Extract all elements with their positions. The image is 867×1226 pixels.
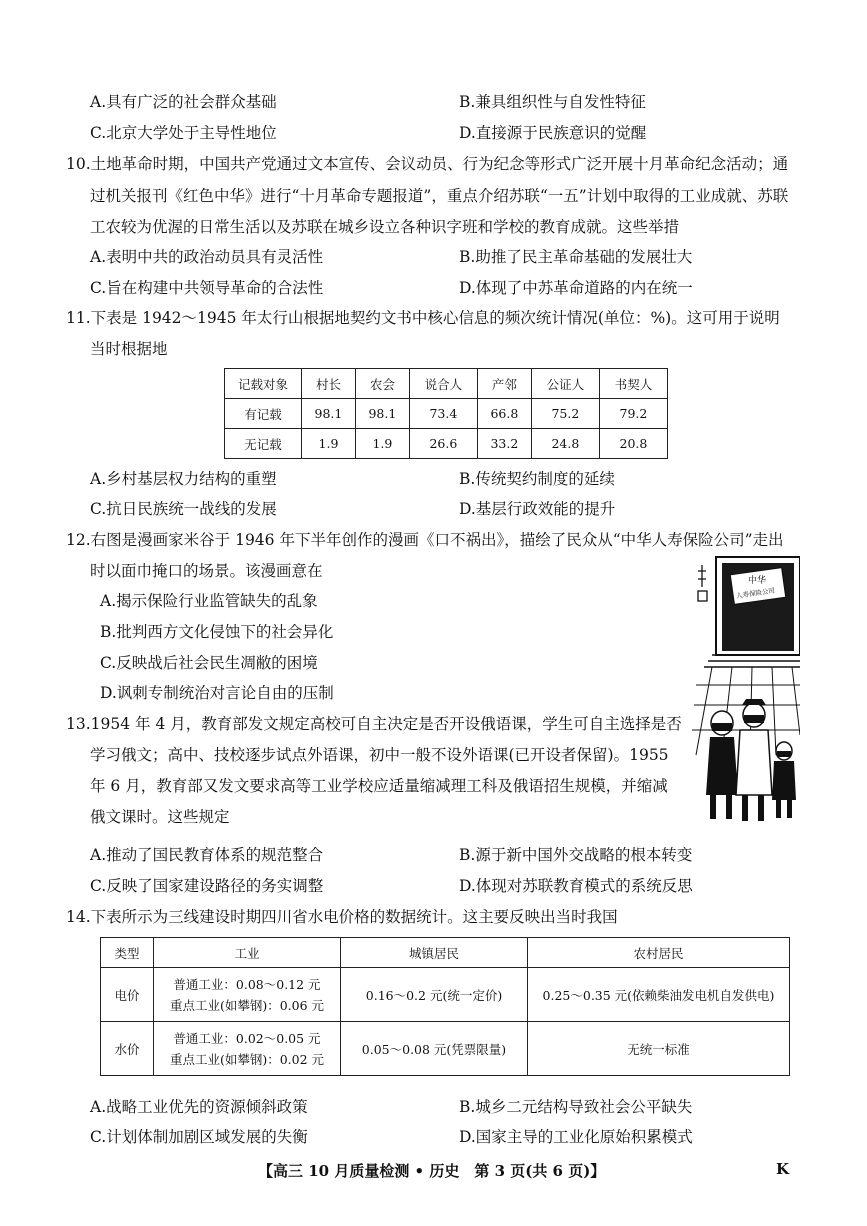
q11-line-1: 11.下表是 1942～1945 年太行山根据地契约文书中核心信息的频次统计情况(单位：%)。这可用于说明	[66, 309, 780, 327]
q10-option-d: D.体现了中苏革命道路的内在统一	[459, 279, 693, 297]
q9-option-d: D.直接源于民族意识的觉醒	[459, 124, 647, 142]
q12-line-1: 12.右图是漫画家米谷于 1946 年下半年创作的漫画《口不祸出》，描绘了民众从“中华人寿保险公司”走出	[66, 531, 784, 549]
q10-option-b: B.助推了民主革命基础的发展壮大	[459, 248, 693, 266]
svg-text:人寿保险公司: 人寿保险公司	[735, 586, 776, 601]
table-cell: 20.8	[599, 429, 667, 459]
table-cell: 村长	[302, 369, 356, 399]
q11-table	[224, 368, 668, 459]
q13-line-3: 年 6 月，教育部又发文要求高等工业学校应适量缩减理工科及俄语招生规模，并缩减	[90, 777, 668, 795]
table-cell: 无统一标准	[528, 1022, 790, 1076]
q9-option-b: B.兼具组织性与自发性特征	[459, 93, 646, 111]
q11-option-b: B.传统契约制度的延续	[459, 470, 615, 488]
table-cell: 水价	[101, 1022, 154, 1076]
table-cell: 0.25～0.35 元(依赖柴油发电机自发供电)	[528, 968, 790, 1022]
table-cell: 0.16～0.2 元(统一定价)	[341, 968, 528, 1022]
table-cell: 书契人	[599, 369, 667, 399]
table-row	[101, 968, 790, 1022]
table-header-row	[101, 938, 790, 968]
table-cell: 73.4	[409, 399, 477, 429]
q10-line-2: 过机关报刊《红色中华》进行“十月革命专题报道”，重点介绍苏联“一五”计划中取得的工业成就、苏联	[90, 187, 789, 205]
table-cell: 工业	[154, 938, 341, 968]
table-row	[225, 429, 668, 459]
q11-option-c: C.抗日民族统一战线的发展	[90, 500, 277, 518]
q13-line-4: 俄文课时。这些规定	[90, 808, 230, 826]
q11-option-a: A.乡村基层权力结构的重塑	[90, 470, 277, 488]
table-cell: 农村居民	[528, 938, 790, 968]
q12-option-a: A.揭示保险行业监管缺失的乱象	[100, 592, 318, 610]
table-cell: 有记载	[225, 399, 302, 429]
table-row	[101, 1022, 790, 1076]
table-cell: 79.2	[599, 399, 667, 429]
svg-text:中华: 中华	[748, 576, 767, 586]
page-footer: 【高三 10 月质量检测 • 历史 第 3 页(共 6 页)】	[258, 1162, 606, 1180]
q10-line-1: 10.土地革命时期，中国共产党通过文本宣传、会议动员、行为纪念等形式广泛开展十月革命纪念活动；通	[66, 155, 789, 173]
table-cell: 说合人	[409, 369, 477, 399]
table-cell: 0.05～0.08 元(凭票限量)	[341, 1022, 528, 1076]
q13-line-2: 学习俄文；高中、技校逐步试点外语课，初中一般不设外语课(已开设者保留)。1955	[90, 746, 669, 764]
table-cell	[154, 968, 341, 1022]
table-cell: 类型	[101, 938, 154, 968]
table-cell: 66.8	[477, 399, 531, 429]
q13-option-b: B.源于新中国外交战略的根本转变	[459, 846, 693, 864]
table-cell: 26.6	[409, 429, 477, 459]
table-cell: 1.9	[355, 429, 409, 459]
table-cell	[154, 1022, 341, 1076]
q12-line-2: 时以面巾掩口的场景。该漫画意在	[90, 562, 323, 580]
q13-option-a: A.推动了国民教育体系的规范整合	[90, 846, 324, 864]
table-cell: 电价	[101, 968, 154, 1022]
table-cell: 75.2	[531, 399, 599, 429]
q10-option-a: A.表明中共的政治动员具有灵活性	[90, 248, 324, 266]
q9-option-a: A.具有广泛的社会群众基础	[90, 93, 277, 111]
q14-table	[100, 937, 790, 1076]
q13-option-c: C.反映了国家建设路径的务实调整	[90, 877, 324, 895]
cell-line: 普通工业：0.02～0.05 元	[173, 1030, 321, 1046]
table-cell: 记载对象	[225, 369, 302, 399]
table-cell: 24.8	[531, 429, 599, 459]
q14-option-a: A.战略工业优先的资源倾斜政策	[90, 1098, 308, 1116]
q14-line-1: 14.下表所示为三线建设时期四川省水电价格的数据统计。这主要反映出当时我国	[66, 908, 618, 926]
paper-code: K	[776, 1160, 790, 1178]
q14-option-d: D.国家主导的工业化原始积累模式	[459, 1128, 693, 1146]
cell-line: 重点工业(如攀钢)：0.02 元	[169, 1051, 325, 1067]
table-cell: 无记载	[225, 429, 302, 459]
table-cell: 98.1	[302, 399, 356, 429]
table-cell: 农会	[355, 369, 409, 399]
table-cell: 98.1	[355, 399, 409, 429]
q10-option-c: C.旨在构建中共领导革命的合法性	[90, 279, 324, 297]
table-cell: 产邻	[477, 369, 531, 399]
table-cell: 城镇居民	[341, 938, 528, 968]
q11-line-2: 当时根据地	[90, 340, 168, 358]
table-cell: 1.9	[302, 429, 356, 459]
cell-line: 重点工业(如攀钢)：0.06 元	[169, 997, 325, 1013]
q12-option-b: B.批判西方文化侵蚀下的社会异化	[100, 623, 334, 641]
cartoon-image	[692, 555, 800, 825]
q14-option-c: C.计划体制加剧区域发展的失衡	[90, 1128, 308, 1146]
q10-line-3: 工农较为优渥的日常生活以及苏联在城乡设立各种识字班和学校的教育成就。这些举措	[90, 218, 680, 236]
table-cell: 33.2	[477, 429, 531, 459]
q14-option-b: B.城乡二元结构导致社会公平缺失	[459, 1098, 693, 1116]
q12-option-c: C.反映战后社会民生凋敝的困境	[100, 654, 318, 672]
q9-option-c: C.北京大学处于主导性地位	[90, 124, 277, 142]
q13-option-d: D.体现对苏联教育模式的系统反思	[459, 877, 693, 895]
table-header-row	[225, 369, 668, 399]
q11-option-d: D.基层行政效能的提升	[459, 500, 616, 518]
cell-line: 普通工业：0.08～0.12 元	[173, 976, 321, 992]
q12-option-d: D.讽刺专制统治对言论自由的压制	[100, 684, 334, 702]
table-cell: 公证人	[531, 369, 599, 399]
q13-line-1: 13.1954 年 4 月，教育部发文规定高校可自主决定是否开设俄语课，学生可自主选择是否	[66, 715, 682, 733]
table-row	[225, 399, 668, 429]
